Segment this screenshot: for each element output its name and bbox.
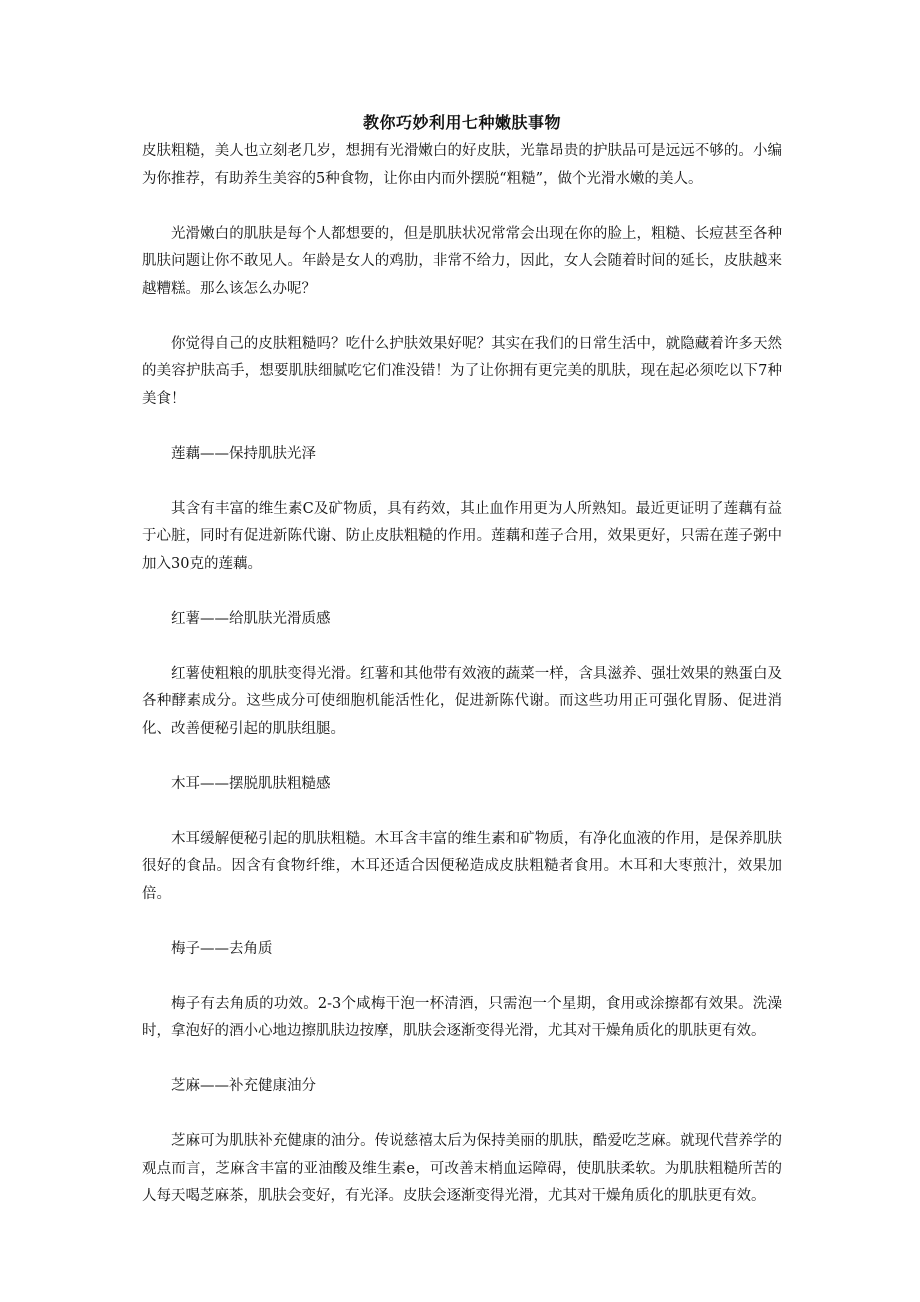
paragraph-gap <box>142 633 782 661</box>
food-heading-wood-ear: 木耳——摆脱肌肤粗糙感 <box>171 775 331 792</box>
paragraph-gap <box>142 1046 782 1074</box>
paragraph-gap <box>142 798 782 826</box>
paragraph-gap <box>142 908 782 936</box>
paragraph-gap <box>142 468 782 496</box>
document-page <box>142 110 782 1211</box>
paragraph-gap <box>142 963 782 991</box>
food-heading-sesame: 芝麻——补充健康油分 <box>171 1078 316 1094</box>
body-paragraph-2: 光滑嫩白的肌肤是每个人都想要的，但是肌肤状况常常会出现在你的脸上，粗糙、长痘甚至各种肌肤问题让你不敢见人。年龄是女人的鸡肋，非常不给力，因此，女人会随着时间的延长，皮肤越来越糟糕。那么该怎么办呢？ <box>142 225 782 297</box>
paragraph-gap <box>142 303 782 331</box>
intro-paragraph: 皮肤粗糙，美人也立刻老几岁，想拥有光滑嫩白的好皮肤，光靠昂贵的护肤品可是远远不够的。小编为你推荐，有助养生美容的5种食物，让你由内而外摆脱“粗糙”，做个光滑水嫩的美人。 <box>142 143 782 187</box>
paragraph-gap <box>142 413 782 441</box>
paragraph-gap <box>142 578 782 606</box>
paragraph-gap <box>142 743 782 771</box>
body-paragraph-3: 你觉得自己的皮肤粗糙吗？吃什么护肤效果好呢？其实在我们的日常生活中，就隐藏着许多天然的美容护肤高手，想要肌肤细腻吃它们准没错！为了让你拥有更完美的肌肤，现在起必须吃以下7种美食！ <box>142 335 782 407</box>
document-title: 教你巧妙利用七种嫩肤事物 <box>362 113 561 132</box>
paragraph-gap <box>142 1101 782 1129</box>
paragraph-gap <box>142 193 782 221</box>
food-heading-plum: 梅子——去角质 <box>171 940 273 957</box>
food-body-sesame: 芝麻可为肌肤补充健康的油分。传说慈禧太后为保持美丽的肌肤，酷爱吃芝麻。就现代营养学的观点而言，芝麻含丰富的亚油酸及维生素e，可改善末梢血运障碍，使肌肤柔软。为肌肤粗糙所苦的人每天喝芝麻茶，肌肤会变好，有光泽。皮肤会逐渐变得光滑，尤其对干燥角质化的肌肤更有效。 <box>142 1133 782 1204</box>
food-heading-sweet-potato: 红薯——给肌肤光滑质感 <box>171 610 331 627</box>
food-body-lotus-root: 其含有丰富的维生素C及矿物质，具有药效，其止血作用更为人所熟知。最近更证明了莲藕有益于心脏，同时有促进新陈代谢、防止皮肤粗糙的作用。莲藕和莲子合用，效果更好，只需在莲子粥中加入30克的莲藕。 <box>142 500 782 572</box>
food-body-sweet-potato: 红薯使粗粮的肌肤变得光滑。红薯和其他带有效液的蔬菜一样，含具滋养、强壮效果的熟蛋白及各种酵素成分。这些成分可使细胞机能活性化，促进新陈代谢。而这些功用正可强化胃肠、促进消化、改善便秘引起的肌肤组腿。 <box>142 665 782 737</box>
food-heading-lotus-root: 莲藕——保持肌肤光泽 <box>171 445 316 462</box>
food-body-wood-ear: 木耳缓解便秘引起的肌肤粗糙。木耳含丰富的维生素和矿物质，有净化血液的作用，是保养肌肤很好的食品。因含有食物纤维，木耳还适合因便秘造成皮肤粗糙者食用。木耳和大枣煎汁，效果加倍。 <box>142 830 782 902</box>
food-body-plum: 梅子有去角质的功效。2-3个咸梅干泡一杯清酒，只需泡一个星期，食用或涂擦都有效果。洗澡时，拿泡好的酒小心地边擦肌肤边按摩，肌肤会逐渐变得光滑，尤其对干燥角质化的肌肤更有效。 <box>142 995 782 1039</box>
